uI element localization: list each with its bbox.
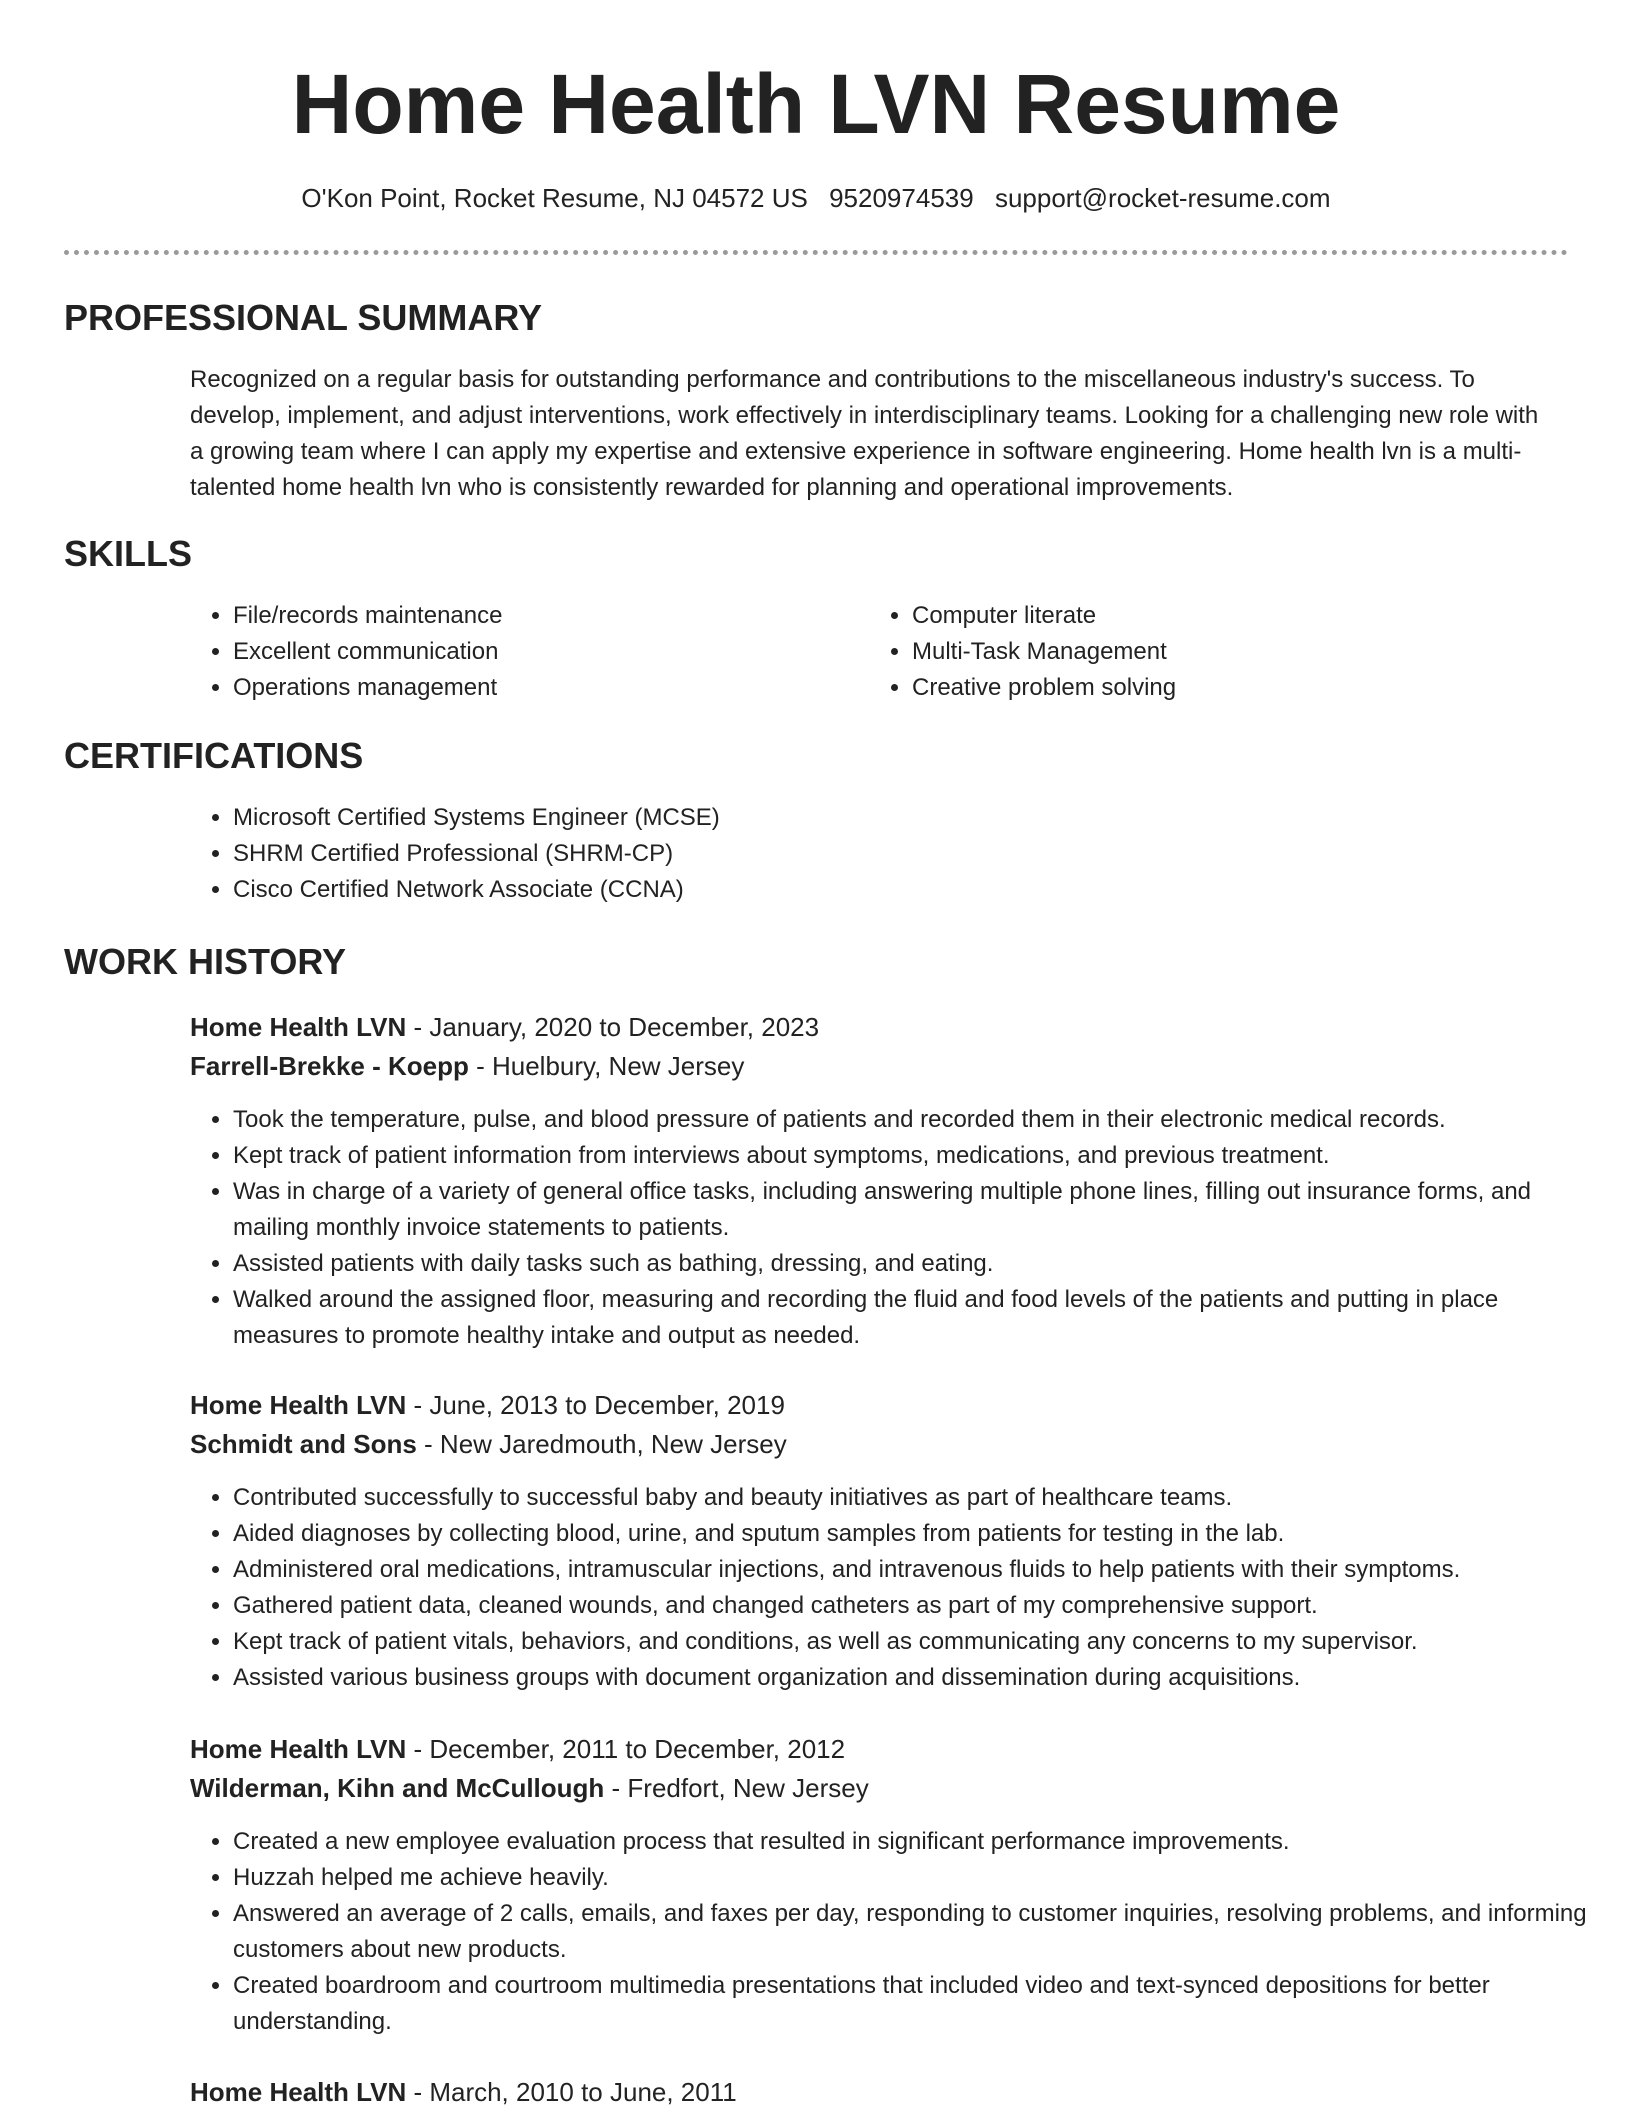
job-dates: - December, 2011 to December, 2012 [406,1734,846,1764]
certification-item: • Microsoft Certified Systems Engineer (MCSE) [233,800,1533,836]
job-dates: - June, 2013 to December, 2019 [406,1390,785,1420]
skill-item: • File/records maintenance [233,598,833,634]
header-divider [64,250,1568,255]
job-dates: - January, 2020 to December, 2023 [406,1012,820,1042]
job-duty: • Kept track of patient vitals, behaviors, and conditions, as well as communicating any concerns to my supervisor. [233,1624,1593,1660]
certification-item: • Cisco Certified Network Associate (CCNA) [233,872,1533,908]
job-location: - New Jaredmouth, New Jersey [416,1429,787,1459]
job-location: - Huelbury, New Jersey [468,1051,745,1081]
job-duty: • Assisted various business groups with document organization and dissemination during acquisitions. [233,1660,1593,1696]
contact-address: O'Kon Point, Rocket Resume, NJ 04572 US [301,183,808,213]
job-role: Home Health LVN [190,1390,407,1420]
job-title-line [190,2074,737,2110]
job-duty: • Aided diagnoses by collecting blood, urine, and sputum samples from patients for testing in the lab. [233,1516,1593,1552]
job-duty: • Was in charge of a variety of general office tasks, including answering multiple phone lines, filling out insurance forms, and mailing monthly invoice statements to patients. [233,1174,1593,1246]
job-role: Home Health LVN [190,1734,407,1764]
skill-item: • Multi-Task Management [912,634,1512,670]
job-duty: • Administered oral medications, intramuscular injections, and intravenous fluids to help patients with their symptoms. [233,1552,1593,1588]
certification-item: • SHRM Certified Professional (SHRM-CP) [233,836,1533,872]
job-location: - Fredfort, New Jersey [604,1773,869,1803]
job-title-line [190,1009,819,1045]
skill-item: • Computer literate [912,598,1512,634]
job-duties-list [190,1824,1593,2040]
resume-title: Home Health LVN Resume [291,57,1341,151]
job-company: Farrell-Brekke - Koepp [190,1051,469,1081]
contact-phone: 9520974539 [829,183,974,213]
summary-heading: PROFESSIONAL SUMMARY [64,297,543,338]
job-company-line [190,1770,869,1806]
job-duty: • Kept track of patient information from interviews about symptoms, medications, and previous treatment. [233,1138,1593,1174]
job-company: Wilderman, Kihn and McCullough [190,1773,605,1803]
skill-item: • Operations management [233,670,833,706]
job-duty: • Created a new employee evaluation process that resulted in significant performance improvements. [233,1824,1593,1860]
job-duty: • Huzzah helped me achieve heavily. [233,1860,1593,1896]
job-duty: • Gathered patient data, cleaned wounds, and changed catheters as part of my comprehensive support. [233,1588,1593,1624]
job-duty: • Assisted patients with daily tasks such as bathing, dressing, and eating. [233,1246,1593,1282]
job-duty: • Contributed successfully to successful baby and beauty initiatives as part of healthcare teams. [233,1480,1593,1516]
skills-list-right [869,598,1512,706]
job-company-line [190,1426,787,1462]
contact-line [0,180,1632,216]
skill-item: • Excellent communication [233,634,833,670]
certifications-list [190,800,1533,908]
skill-item: • Creative problem solving [912,670,1512,706]
job-role: Home Health LVN [190,2077,407,2107]
job-company-line [190,1048,744,1084]
job-duty: • Took the temperature, pulse, and blood pressure of patients and recorded them in their electronic medical records. [233,1102,1593,1138]
summary-text: Recognized on a regular basis for outstanding performance and contributions to the miscellaneous industry's success. To develop, implement, and adjust interventions, work effectively in interdisciplinary teams. Looking for a challenging new role with a growing team where I can apply my expertise and extensive experience in software engineering. Home health lvn is a multi-talented home health lvn who is consistently rewarded for planning and operational improvements. [190,366,1539,501]
job-duty: • Walked around the assigned floor, measuring and recording the fluid and food levels of the patients and putting in place measures to promote healthy intake and output as needed. [233,1282,1593,1354]
job-duties-list [190,1480,1593,1696]
job-company: Schmidt and Sons [190,1429,417,1459]
job-title-line [190,1731,845,1767]
job-duties-list [190,1102,1593,1354]
job-title-line [190,1387,785,1423]
skills-list-left [190,598,833,706]
job-duty: • Answered an average of 2 calls, emails, and faxes per day, responding to customer inquiries, resolving problems, and informing customers about new products. [233,1896,1593,1968]
certifications-heading: CERTIFICATIONS [64,735,364,776]
work-history-heading: WORK HISTORY [64,941,347,982]
contact-email: support@rocket-resume.com [994,183,1331,213]
job-dates: - March, 2010 to June, 2011 [406,2077,737,2107]
job-duty: • Created boardroom and courtroom multimedia presentations that included video and text-synced depositions for better understanding. [233,1968,1593,2040]
skills-heading: SKILLS [64,533,193,574]
job-role: Home Health LVN [190,1012,407,1042]
